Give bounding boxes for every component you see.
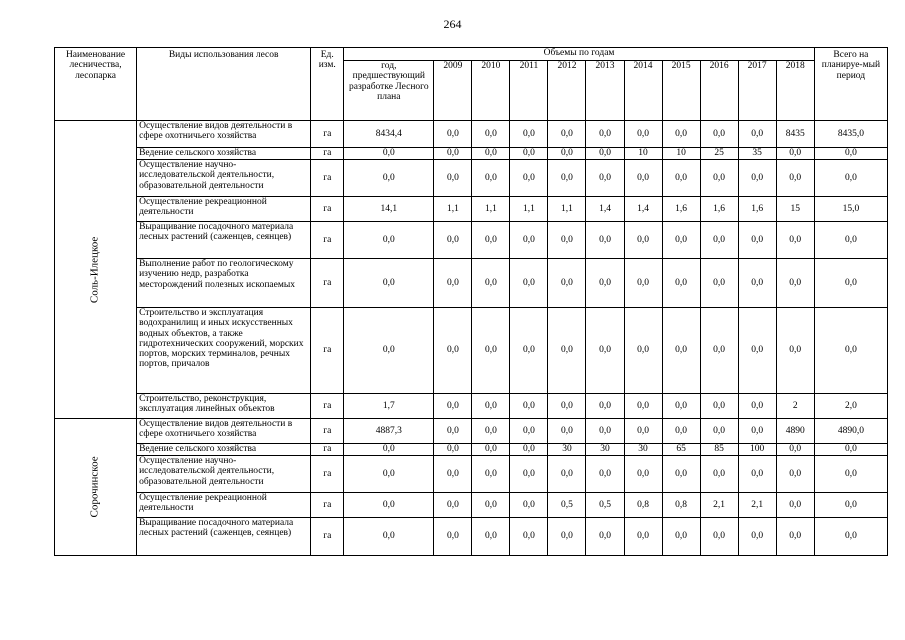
year-value: 0,0: [738, 419, 776, 444]
year-value: 0,0: [738, 394, 776, 419]
table-row: [55, 419, 888, 444]
table-row: [55, 493, 888, 518]
table-header: [55, 48, 888, 121]
total-value: 0,0: [814, 222, 887, 259]
forestry-name: Сорочинское: [88, 456, 101, 518]
unit-cell: га: [311, 444, 344, 456]
base-year-value: 0,0: [344, 259, 434, 308]
year-value: 0,0: [434, 456, 472, 493]
year-value: 15: [776, 197, 814, 222]
unit-cell: га: [311, 160, 344, 197]
header-unit: Ед. изм.: [311, 48, 344, 121]
year-value: 0,0: [662, 160, 700, 197]
base-year-value: 1,7: [344, 394, 434, 419]
table-row: [55, 121, 888, 148]
year-value: 0,0: [700, 518, 738, 556]
year-value: 0,0: [472, 160, 510, 197]
year-value: 0,0: [472, 259, 510, 308]
year-value: 0,0: [776, 444, 814, 456]
forestry-name-cell: [55, 121, 137, 419]
year-value: 1,1: [548, 197, 586, 222]
year-value: 0,0: [624, 419, 662, 444]
year-value: 0,0: [472, 394, 510, 419]
table-row: [55, 456, 888, 493]
year-value: 0,0: [548, 518, 586, 556]
table-row: [55, 160, 888, 197]
use-type-cell: Выращивание посадочного материала лесных растений (саженцев, сеянцев): [137, 222, 311, 259]
year-value: 0,0: [776, 148, 814, 160]
year-value: 0,0: [662, 259, 700, 308]
year-value: 0,0: [548, 121, 586, 148]
year-value: 0,0: [586, 148, 624, 160]
year-value: 0,0: [510, 308, 548, 394]
use-type-cell: Осуществление рекреационной деятельности: [137, 197, 311, 222]
use-type-cell: Строительство, реконструкция, эксплуатация линейных объектов: [137, 394, 311, 419]
year-value: 0,0: [472, 148, 510, 160]
year-value: 30: [586, 444, 624, 456]
year-value: 0,0: [700, 419, 738, 444]
page-number: 264: [443, 17, 462, 31]
year-value: 0,0: [434, 222, 472, 259]
unit-cell: га: [311, 493, 344, 518]
year-value: 0,0: [738, 160, 776, 197]
year-value: 0,0: [548, 259, 586, 308]
use-type-cell: Выращивание посадочного материала лесных растений (саженцев, сеянцев): [137, 518, 311, 556]
year-value: 1,6: [738, 197, 776, 222]
header-volumes: Объемы по годам: [344, 48, 815, 61]
year-value: 0,0: [510, 493, 548, 518]
year-value: 10: [662, 148, 700, 160]
year-value: 0,0: [510, 456, 548, 493]
base-year-value: 0,0: [344, 308, 434, 394]
unit-cell: га: [311, 308, 344, 394]
year-value: 0,0: [586, 456, 624, 493]
year-value: 0,0: [510, 148, 548, 160]
year-value: 0,0: [738, 259, 776, 308]
year-value: 0,0: [472, 518, 510, 556]
use-type-cell: Строительство и эксплуатация водохранилищ и иных искусственных водных объектов, а также гидротехнических сооружений, морских портов, морских терминалов, речных портов, причалов: [137, 308, 311, 394]
year-value: 0,0: [510, 222, 548, 259]
unit-cell: га: [311, 518, 344, 556]
year-value: 0,0: [662, 419, 700, 444]
year-value: 0,0: [434, 444, 472, 456]
year-value: 0,0: [586, 394, 624, 419]
year-value: 1,1: [472, 197, 510, 222]
base-year-value: 8434,4: [344, 121, 434, 148]
total-value: 15,0: [814, 197, 887, 222]
header-year: 2014: [624, 61, 662, 121]
year-value: 0,0: [548, 308, 586, 394]
year-value: 0,0: [586, 308, 624, 394]
table-row: [55, 444, 888, 456]
year-value: 0,0: [586, 518, 624, 556]
year-value: 0,0: [700, 160, 738, 197]
year-value: 0,0: [738, 518, 776, 556]
year-value: 0,0: [776, 259, 814, 308]
table-row: [55, 259, 888, 308]
total-value: 0,0: [814, 259, 887, 308]
total-value: 0,0: [814, 160, 887, 197]
header-year: 2009: [434, 61, 472, 121]
year-value: 85: [700, 444, 738, 456]
year-value: 0,0: [624, 160, 662, 197]
header-total: Всего на планируе-мый период: [814, 48, 887, 121]
use-type-cell: Осуществление рекреационной деятельности: [137, 493, 311, 518]
year-value: 0,0: [434, 493, 472, 518]
year-value: 0,0: [776, 493, 814, 518]
use-type-cell: Осуществление видов деятельности в сфере охотничьего хозяйства: [137, 419, 311, 444]
forestry-name: Соль-Илецкое: [88, 236, 101, 303]
use-type-cell: Ведение сельского хозяйства: [137, 148, 311, 160]
header-year: 2011: [510, 61, 548, 121]
unit-cell: га: [311, 222, 344, 259]
year-value: 30: [548, 444, 586, 456]
year-value: 0,0: [586, 121, 624, 148]
year-value: 1,4: [624, 197, 662, 222]
year-value: 0,8: [624, 493, 662, 518]
year-value: 0,0: [776, 518, 814, 556]
year-value: 0,0: [700, 121, 738, 148]
year-value: 0,0: [624, 222, 662, 259]
base-year-value: 0,0: [344, 456, 434, 493]
year-value: 0,0: [548, 222, 586, 259]
year-value: 0,0: [776, 308, 814, 394]
unit-cell: га: [311, 456, 344, 493]
year-value: 0,0: [700, 308, 738, 394]
unit-cell: га: [311, 197, 344, 222]
total-value: 4890,0: [814, 419, 887, 444]
total-value: 0,0: [814, 444, 887, 456]
year-value: 0,0: [662, 222, 700, 259]
total-value: 0,0: [814, 456, 887, 493]
forest-use-table: [54, 47, 888, 556]
year-value: 0,0: [624, 308, 662, 394]
year-value: 0,0: [624, 456, 662, 493]
table-row: [55, 308, 888, 394]
year-value: 0,0: [434, 518, 472, 556]
base-year-value: 4887,3: [344, 419, 434, 444]
year-value: 1,6: [700, 197, 738, 222]
year-value: 0,0: [700, 222, 738, 259]
year-value: 0,0: [472, 419, 510, 444]
year-value: 0,0: [624, 121, 662, 148]
year-value: 0,0: [510, 444, 548, 456]
year-value: 0,0: [434, 259, 472, 308]
year-value: 0,8: [662, 493, 700, 518]
unit-cell: га: [311, 259, 344, 308]
header-forestry: Наименование лесничества, лесопарка: [55, 48, 137, 121]
header-base-year: год, предшествующий разработке Лесного плана: [344, 61, 434, 121]
use-type-cell: Осуществление научно-исследовательской деятельности, образовательной деятельности: [137, 160, 311, 197]
year-value: 1,1: [434, 197, 472, 222]
year-value: 0,0: [548, 160, 586, 197]
year-value: 0,0: [586, 419, 624, 444]
table-row: [55, 394, 888, 419]
header-use: Виды использования лесов: [137, 48, 311, 121]
year-value: 0,0: [662, 121, 700, 148]
year-value: 0,0: [548, 148, 586, 160]
year-value: 8435: [776, 121, 814, 148]
table-body: [55, 121, 888, 556]
year-value: 0,0: [662, 394, 700, 419]
year-value: 0,0: [662, 456, 700, 493]
year-value: 0,0: [662, 308, 700, 394]
year-value: 0,5: [548, 493, 586, 518]
year-value: 0,0: [700, 456, 738, 493]
total-value: 0,0: [814, 148, 887, 160]
header-year: 2012: [548, 61, 586, 121]
total-value: 0,0: [814, 308, 887, 394]
header-year: 2015: [662, 61, 700, 121]
use-type-cell: Ведение сельского хозяйства: [137, 444, 311, 456]
use-type-cell: Осуществление научно-исследовательской деятельности, образовательной деятельности: [137, 456, 311, 493]
year-value: 0,0: [510, 419, 548, 444]
unit-cell: га: [311, 394, 344, 419]
header-year: 2017: [738, 61, 776, 121]
use-type-cell: Выполнение работ по геологическому изучению недр, разработка месторождений полезных ископаемых: [137, 259, 311, 308]
base-year-value: 0,0: [344, 160, 434, 197]
base-year-value: 0,0: [344, 493, 434, 518]
forestry-name-cell: [55, 419, 137, 556]
year-value: 0,0: [776, 160, 814, 197]
year-value: 0,0: [472, 456, 510, 493]
year-value: 0,0: [776, 456, 814, 493]
year-value: 0,0: [434, 148, 472, 160]
base-year-value: 14,1: [344, 197, 434, 222]
year-value: 0,0: [586, 222, 624, 259]
year-value: 0,0: [434, 160, 472, 197]
year-value: 30: [624, 444, 662, 456]
year-value: 0,0: [738, 222, 776, 259]
year-value: 0,0: [548, 419, 586, 444]
year-value: 0,0: [510, 394, 548, 419]
header-year: 2010: [472, 61, 510, 121]
year-value: 0,0: [624, 518, 662, 556]
year-value: 1,1: [510, 197, 548, 222]
year-value: 0,0: [738, 121, 776, 148]
year-value: 25: [700, 148, 738, 160]
use-type-cell: Осуществление видов деятельности в сфере охотничьего хозяйства: [137, 121, 311, 148]
year-value: 0,0: [510, 160, 548, 197]
unit-cell: га: [311, 148, 344, 160]
year-value: 0,0: [434, 394, 472, 419]
year-value: 1,4: [586, 197, 624, 222]
year-value: 0,0: [510, 121, 548, 148]
base-year-value: 0,0: [344, 444, 434, 456]
table-row: [55, 197, 888, 222]
unit-cell: га: [311, 121, 344, 148]
year-value: 0,0: [624, 259, 662, 308]
year-value: 2,1: [738, 493, 776, 518]
table-row: [55, 222, 888, 259]
year-value: 0,0: [510, 518, 548, 556]
year-value: 0,0: [738, 308, 776, 394]
year-value: 0,0: [434, 419, 472, 444]
total-value: 0,0: [814, 518, 887, 556]
base-year-value: 0,0: [344, 518, 434, 556]
year-value: 0,0: [700, 394, 738, 419]
year-value: 1,6: [662, 197, 700, 222]
total-value: 0,0: [814, 493, 887, 518]
year-value: 0,0: [472, 121, 510, 148]
year-value: 0,0: [776, 222, 814, 259]
table-row: [55, 148, 888, 160]
year-value: 0,0: [548, 394, 586, 419]
year-value: 0,0: [738, 456, 776, 493]
year-value: 0,0: [472, 444, 510, 456]
header-year: 2016: [700, 61, 738, 121]
year-value: 2: [776, 394, 814, 419]
year-value: 4890: [776, 419, 814, 444]
year-value: 0,0: [586, 259, 624, 308]
year-value: 65: [662, 444, 700, 456]
year-value: 0,0: [434, 308, 472, 394]
year-value: 35: [738, 148, 776, 160]
year-value: 0,0: [472, 308, 510, 394]
year-value: 0,0: [662, 518, 700, 556]
year-value: 2,1: [700, 493, 738, 518]
year-value: 0,5: [586, 493, 624, 518]
year-value: 0,0: [548, 456, 586, 493]
base-year-value: 0,0: [344, 222, 434, 259]
table-row: [55, 518, 888, 556]
year-value: 0,0: [472, 222, 510, 259]
header-year: 2013: [586, 61, 624, 121]
total-value: 8435,0: [814, 121, 887, 148]
base-year-value: 0,0: [344, 148, 434, 160]
year-value: 0,0: [586, 160, 624, 197]
year-value: 100: [738, 444, 776, 456]
year-value: 0,0: [624, 394, 662, 419]
total-value: 2,0: [814, 394, 887, 419]
year-value: 0,0: [472, 493, 510, 518]
year-value: 10: [624, 148, 662, 160]
year-value: 0,0: [434, 121, 472, 148]
year-value: 0,0: [700, 259, 738, 308]
year-value: 0,0: [510, 259, 548, 308]
header-year: 2018: [776, 61, 814, 121]
unit-cell: га: [311, 419, 344, 444]
